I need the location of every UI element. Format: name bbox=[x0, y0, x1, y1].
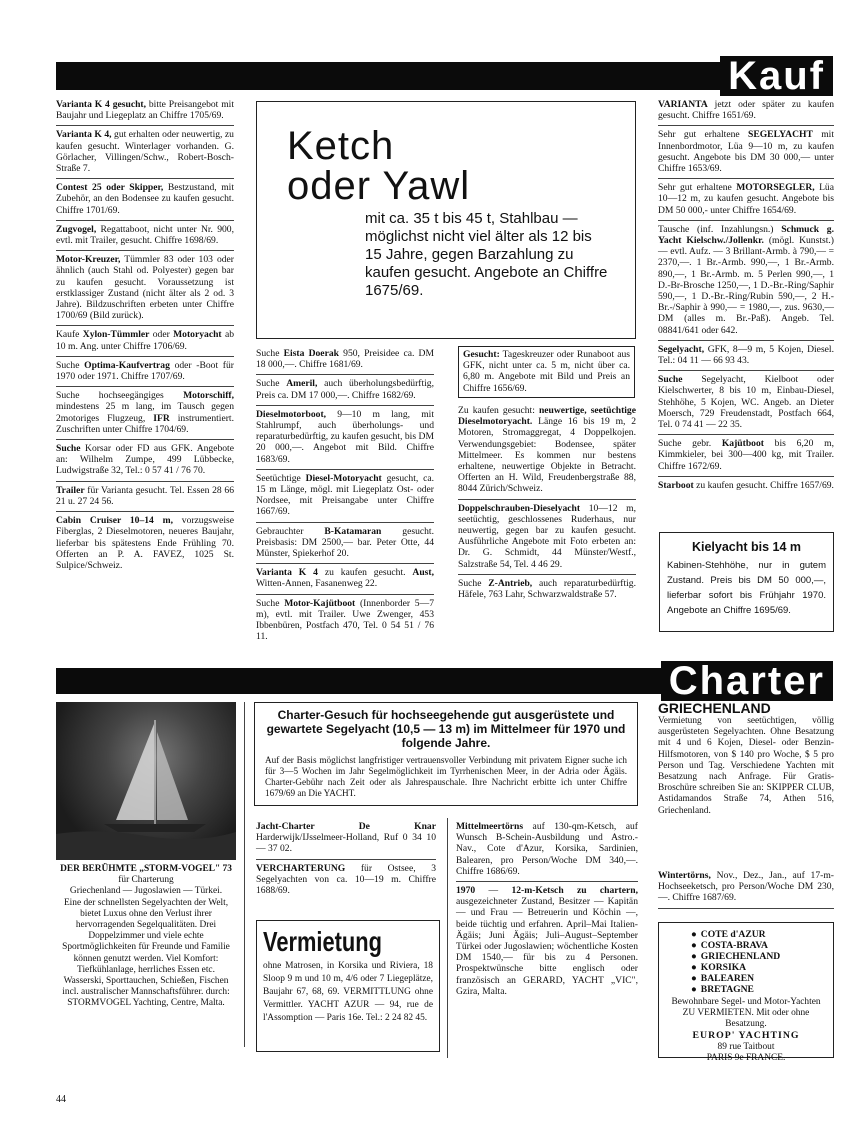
gesucht-box-text: Gesucht: Tageskreuzer oder Runaboot aus GFK, nicht unter ca. 5 m, nicht über ca. 6,80 m. Angebote mit Bild und Preis an Chiffre 1656/69. bbox=[463, 349, 630, 394]
classified-ad: Gebrauchter B-Katamaran gesucht. Preisbasis: DM 2500,— bar. Peter Otte, 44 Münster, Spiekerhof 20. bbox=[256, 523, 434, 565]
classified-ad: Suche Segelyacht, Kielboot oder Kielschwerter, 8 bis 10 m, Einbau-Diesel, Stehhöhe, 5 Kojen, WC. Angeb. an Dieter Moersch, 729 Freudenstadt, Postfach 664, Tel. 0 74 41 — 22 35. bbox=[658, 371, 834, 435]
classified-ad: Suche Ameril, auch überholungsbedürftig, Preis ca. DM 17 000,—. Chiffre 1682/69. bbox=[256, 375, 434, 405]
region-item: ● COSTA-BRAVA bbox=[691, 940, 825, 951]
kielyacht-body: Kabinen-Stehhöhe, nur in gutem Zustand. Preis bis DM 50 000,—, lieferbar sofort bis Frühjahr 1970. Angebote an Chiffre 1695/69. bbox=[667, 560, 826, 616]
vermietung-ad-box bbox=[256, 920, 440, 1052]
classified-ad: VARIANTA jetzt oder später zu kaufen gesucht. Chiffre 1651/69. bbox=[658, 96, 834, 126]
gesucht-box bbox=[458, 346, 635, 398]
classified-ad: Suche hochseegängiges Motorschiff, mindestens 25 m lang, im Tausch gegen 2motoriges Flugzeug, IFR instrumentiert. Zuschriften unter Chiffre 1704/69. bbox=[56, 387, 234, 440]
stormvogel-ad bbox=[56, 864, 236, 1010]
europ-yachting-address2: PARIS 9e FRANCE. bbox=[706, 1053, 786, 1063]
europ-yachting-name: EUROP' YACHTING bbox=[692, 1030, 800, 1041]
classified-ad: Sehr gut erhaltene SEGELYACHT mit Innenbordmotor, Lüa 9—10 m, zu kaufen gesucht. Angebote bis DM 30 000,— unter Chiffre 1653/69. bbox=[658, 126, 834, 179]
classified-ad: Trailer für Varianta gesucht. Tel. Essen 28 66 21 u. 27 24 56. bbox=[56, 482, 234, 512]
kauf-column-4 bbox=[658, 96, 834, 495]
region-list bbox=[667, 929, 825, 995]
charter-gesuch-title: Charter-Gesuch für hochseegehende gut ausgerüstete und gewartete Segelyacht (10,5 — 13 m) im Mittelmeer für 1970 und folgende Jahre. bbox=[266, 708, 626, 750]
classified-ad: Seetüchtige Diesel-Motoryacht gesucht, ca. 15 m Länge, mögl. mit Liegeplatz Ost- oder Nordsee, mit Preisangabe unter Chiffre 1667/69. bbox=[256, 470, 434, 523]
region-item: ● BALEAREN bbox=[691, 973, 825, 984]
kauf-header-bar bbox=[56, 54, 833, 98]
griechenland-ad bbox=[658, 700, 834, 817]
classified-ad: Suche gebr. Kajütboot bis 6,20 m, Kimmkieler, bei 300—400 kg, mit Trailer. Chiffre 1672/69. bbox=[658, 435, 834, 477]
classified-ad: Dieselmotorboot, 9—10 m lang, mit Stahlrumpf, auch überholungs- und reparaturbedürftig, zu kaufen gesucht, bis DM 20 000,—. Angebot mit Bild. Chiffre 1683/69. bbox=[256, 406, 434, 470]
vermietung-body: ohne Matrosen, in Korsika und Riviera, 18 Sloop 9 m und 10 m, 4/6 oder 7 Liegeplätze, Baujahr 67, 68, 69. VERMITTLUNG ohne Vermittler. YACHT AZUR — 94, rue de l'Assomption — Paris 16e. Tel.: 2 24 82 45. bbox=[263, 961, 433, 1023]
charter-column-3 bbox=[456, 818, 638, 1001]
classified-ad: VERCHARTERUNG für Ostsee, 3 Segelyachten von ca. 10—19 m. Chiffre 1688/69. bbox=[256, 862, 436, 897]
charter-header-title: Charter bbox=[661, 661, 833, 701]
classified-ad: Mittelmeertörns auf 130-qm-Ketsch, auf Wunsch B-Schein-Ausbildung und Astro.-Nav., Cote d'Azur, Korsika, Sardinien, Balearen, pro Person/Woche DM 340,—. Chiffre 1686/69. bbox=[456, 818, 638, 882]
europ-yachting-address1: 89 rue Taitbout bbox=[717, 1042, 775, 1052]
classified-ad: Doppelschrauben-Dieselyacht 10—12 m, seetüchtig, geschlossenes Ruderhaus, nur neuwertig, gegen bar zu kaufen gesucht. Ausführliche Angebote mit Foto erbeten an: Dr. G. Schmidt, 44 Münster/Westf., Salzstraße 54, Tel. 4 46 29. bbox=[458, 500, 636, 575]
charter-divider-2 bbox=[447, 818, 448, 1058]
region-item: ● BRETAGNE bbox=[691, 984, 825, 995]
kauf-column-3 bbox=[458, 402, 636, 604]
kielyacht-ad-box bbox=[659, 532, 834, 632]
vermietung-title: Vermietung bbox=[263, 926, 382, 957]
classified-ad: Cabin Cruiser 10–14 m, vorzugsweise Fiberglas, 2 Dieselmotoren, neueres Baujahr, lieferbar bis spätestens Ende Frühling 70. Offerten an P. A. FAVEZ, 1025 St. Sulpice/Schweiz. bbox=[56, 515, 234, 571]
region-item: ● GRIECHENLAND bbox=[691, 951, 825, 962]
classified-ad: Kaufe Xylon-Tümmler oder Motoryacht ab 10 m. Ang. unter Chiffre 1706/69. bbox=[56, 326, 234, 356]
classified-ad: Zugvogel, Regattaboot, nicht unter Nr. 900, evtl. mit Trailer, gesucht. Chiffre 1698/69. bbox=[56, 221, 234, 251]
stormvogel-line: für Charterung bbox=[118, 875, 174, 886]
classified-ad: Jacht-Charter De Knar Harderwijk/IJsselmeer-Holland, Ruf 0 34 10 — 37 02. bbox=[256, 818, 436, 860]
stormvogel-line: Griechenland — Jugoslawien — Türkei. bbox=[69, 886, 223, 897]
classified-ad: Varianta K 4 gesucht, bitte Preisangebot mit Baujahr und Liegeplatz an Chiffre 1705/69. bbox=[56, 96, 234, 126]
classified-ad: Suche Z-Antrieb, auch reparaturbedürftig. Häfele, 763 Lahr, Schwarzwaldstraße 57. bbox=[458, 577, 636, 601]
ketch-title-line2: oder Yawl bbox=[287, 164, 471, 208]
ketch-body: mit ca. 35 t bis 45 t, Stahlbau — möglichst nicht viel älter als 12 bis 15 Jahre, gegen Barzahlung zu kaufen gesucht. Angebote an Chiffre 1675/69. bbox=[365, 210, 608, 299]
charter-gesuch-box bbox=[254, 702, 638, 806]
griechenland-body: Vermietung von seetüchtigen, völlig ausgerüsteten Segelyachten. Ohne Besatzung mit 4 und 6 Kojen, Diesel- oder Benzin-Hilfsmotoren, von $ 140 pro Woche, $ 5 pro Person und Tag. Verschiedene Yachten mit Besatzung nach Anfrage. Für Gratis-Broschüre schreiben Sie an: SKIPPER CLUB, Astidamandos Straße 74, Athen 516, Griechenland. bbox=[658, 716, 834, 816]
sailing-yacht-photo bbox=[56, 702, 236, 860]
classified-ad: Zu kaufen gesucht: neuwertige, seetüchtige Dieselmotoryacht. Länge 16 bis 19 m, 2 Motoren, Stromaggregat, 4 Doppelkojen. Verwendungsgebiet: Bodensee, später Mittelmeer. Es kommen nur bestens erhaltene, neuwertige Objekte in Betracht. Offerten an H. Wild, Freudenbergstraße 88, 8044 Zürich/Schweiz. bbox=[458, 402, 636, 500]
kielyacht-title: Kielyacht bis 14 m bbox=[691, 540, 802, 554]
classified-ad: Sehr gut erhaltene MOTORSEGLER, Lüa 10—12 m, zu kaufen gesucht. Angebote bis DM 50 000,- unter Chiffre 1654/69. bbox=[658, 179, 834, 221]
classified-ad: Suche Korsar oder FD aus GFK. Angebote an: Wilhelm Zumpe, 499 Lübbecke, Ludwigstraße 32, Tel.: 0 57 41 / 76 70. bbox=[56, 440, 234, 482]
classified-ad: Suche Optima-Kaufvertrag oder -Boot für 1970 oder 1971. Chiffre 1707/69. bbox=[56, 357, 234, 387]
classified-ad: Varianta K 4, gut erhalten oder neuwertig, zu kaufen gesucht. Winterlager vorhanden. G. Görlacher, Villingen/Schw., Robert-Bosch-Straße 7. bbox=[56, 126, 234, 179]
europ-yachting-body: Bewohnbare Segel- und Motor-Yachten ZU VERMIETEN. Mit oder ohne Besatzung. bbox=[671, 997, 821, 1029]
classified-ad: Suche Eista Doerak 950, Preisidee ca. DM 18 000,—. Chiffre 1681/69. bbox=[256, 345, 434, 375]
region-item: ● KORSIKA bbox=[691, 962, 825, 973]
classified-ad: Tausche (inf. Inzahlungsn.) Schmuck g. Yacht Kielschw./Jollenkr. (mögl. Kunstst.) — evtl. Aufz. — 3 Brillant-Armb. à 790,— = 2370,—. 1 Br.-Armb. 990,—, 1 Br.-Armb. 890,—, 1 Br.-Armb. m. 5 Perlen 990,—, 1 D.-Br-Brosche 1250,—, 1 D.-Br.-Ring/Saphir 590,—, 1 D.-Br.-Ring/Rubin 590,—, 2 H.-Br.-/Saphir à 990,— = 1980,—, zus. 9630,— DM (alles m. Br.-Paß). Angeb. Tel. 08841/641 oder 642. bbox=[658, 221, 834, 341]
griechenland-title: GRIECHENLAND bbox=[658, 700, 771, 716]
classified-ad: Varianta K 4 zu kaufen gesucht. Aust, Witten-Annen, Fasanenweg 22. bbox=[256, 564, 434, 594]
page-number: 44 bbox=[56, 1094, 66, 1105]
sailboat-icon bbox=[56, 702, 236, 860]
classified-ad: Contest 25 oder Skipper, Bestzustand, mit Zubehör, an den Bodensee zu kaufen gesucht. Chiffre 1701/69. bbox=[56, 179, 234, 221]
charter-header-bar bbox=[56, 659, 833, 703]
ketch-title-line1: Ketch bbox=[287, 124, 395, 168]
ketch-ad-box bbox=[256, 101, 636, 339]
europ-yachting-box bbox=[658, 922, 834, 1063]
kauf-column-2 bbox=[256, 345, 434, 646]
classified-ad: Starboot zu kaufen gesucht. Chiffre 1657/69. bbox=[658, 479, 834, 491]
classified-ad: Suche Motor-Kajütboot (Innenborder 5—7 m), evtl. mit Trailer. Uwe Zwenger, 453 Ibbenbüren, Postfach 470, Tel. 0 54 51 / 76 11. bbox=[256, 597, 434, 643]
wintertoerns-ad: Wintertörns, Nov., Dez., Jan., auf 17-m-Hochseeketsch, pro Person/Woche DM 230,—. Chiffre 1687/69. bbox=[658, 870, 834, 909]
charter-column-2 bbox=[256, 818, 436, 900]
charter-divider-1 bbox=[244, 702, 245, 1047]
classified-ad: Motor-Kreuzer, Tümmler 83 oder 103 oder ähnlich (auch Stahl od. Polyester) gegen bar zu kaufen gesucht. Voraussetzung ist erstklassiger Zustand (nicht älter als 2 od. 3 Jahre). Bildzuschriften erbeten unter Chiffre 1700/69 (Bild zurück). bbox=[56, 251, 234, 326]
stormvogel-line: DER BERÜHMTE „STORM-VOGEL" 73 bbox=[60, 864, 232, 874]
charter-gesuch-body: Auf der Basis möglichst langfristiger vertrauensvoller Verbindung mit privatem Eigner suche ich für 3—5 Wochen im Jahr Segelmöglichkeit im Tyrrhenischen Meer, in der Adria oder Ägäis. Charter-Gebühr nach Zeit oder als Jahrespauschale. Ihre Nachricht erbitte ich unter Chiffre 1679/69 an Die YACHT. bbox=[265, 755, 627, 798]
classified-ad: Segelyacht, GFK, 8—9 m, 5 Kojen, Diesel. Tel.: 04 11 — 66 93 43. bbox=[658, 341, 834, 371]
kauf-header-title: Kauf bbox=[720, 56, 833, 96]
classified-ad: 1970 — 12-m-Ketsch zu chartern, ausgezeichneter Zustand, Besitzer — Kapitän — und Frau — Betreuerin und Köchin —, beide tüchtig und erfahren. April–Mai Italien-Ägäis; Juni Ägäis; Juli–August–September Türkei oder Jugoslawien; wöchentliche Kosten DM 1540,— für bis zu 4 Personen. Prospektwünsche bitte englisch oder französisch an GERARD, YACHT „VIC", Gzira, Malta. bbox=[456, 885, 638, 997]
stormvogel-line: Eine der schnellsten Segelyachten der Welt, bietet Luxus ohne den Verlust ihrer hervorragenden Segelqualitäten. Drei Doppelzimmer und viele echte Sportmöglichkeiten für Freunde und Familie können genutzt werden. Viel Komfort: Tiefkühlanlage, herrliches Essen etc. Wasserski, Sporttauchen, Schießen, Fischen incl. australischer Mannschaftsführer. durch: STORMVOGEL Yachting, Centre, Malta. bbox=[62, 897, 230, 1009]
kauf-column-1 bbox=[56, 96, 234, 575]
region-item: ● COTE d'AZUR bbox=[691, 929, 825, 940]
